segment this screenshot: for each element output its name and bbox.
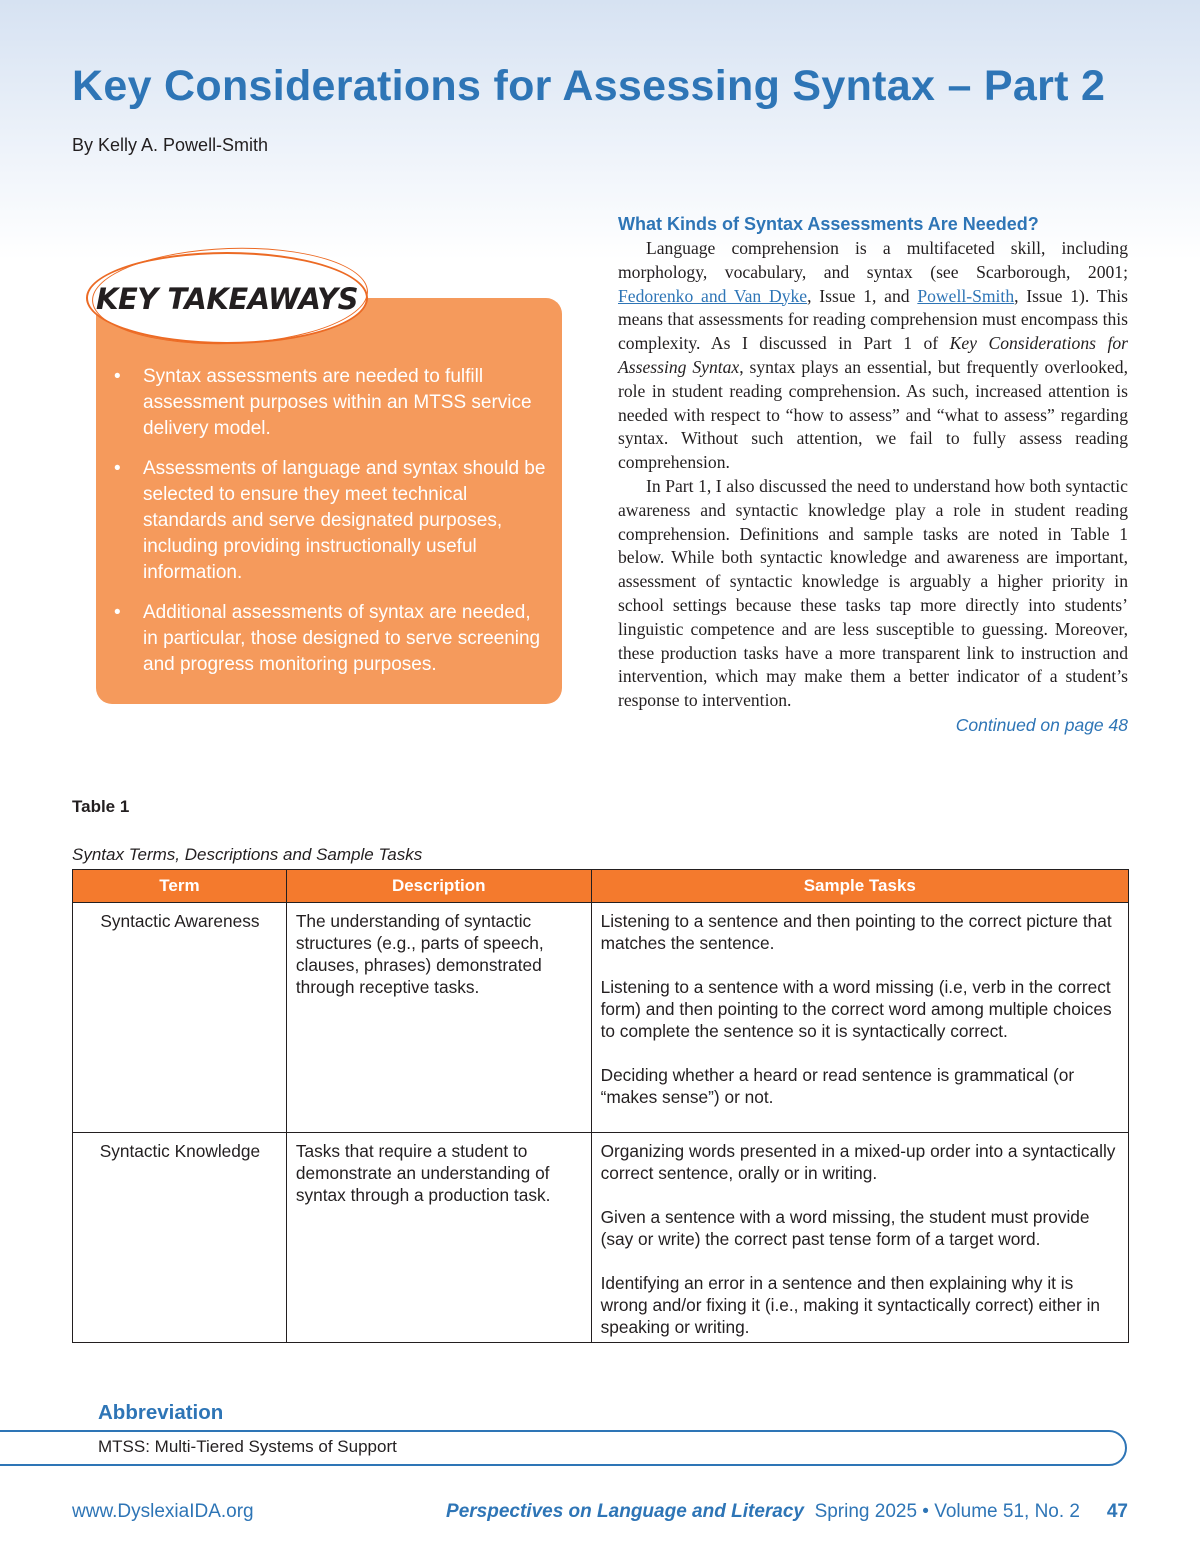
column-header-term: Term <box>73 870 287 903</box>
sample-task: Identifying an error in a sentence and then explaining why it is wrong and/or fixing it (i.e., making it syntactically correct) either in speaking or writing. <box>600 1273 1101 1337</box>
takeaway-text: Additional assessments of syntax are needed, in particular, those designed to serve screening and progress monitoring purposes. <box>143 602 541 675</box>
table-row <box>73 903 1129 1133</box>
journal-name: Perspectives on Language and Literacy <box>446 1501 804 1522</box>
section-heading: What Kinds of Syntax Assessments Are Needed? <box>618 214 1039 234</box>
italic-title: Key Considerations for Assessing Syntax <box>618 333 1129 377</box>
term-cell: Syntactic Awareness <box>73 903 287 1133</box>
sample-task: Deciding whether a heard or read sentence is grammatical (or “makes sense”) or not. <box>600 1065 1075 1107</box>
paragraph-text: , Issue 1). This means that assessments for reading comprehension must encompass this complexity. As I discussed in Part 1 of <box>618 285 1128 354</box>
takeaway-text: Assessments of language and syntax should be selected to ensure they meet technical standards and serve designated purposes, including providing instructionally useful information. <box>143 458 546 583</box>
paragraph-text: Language comprehension is a multifaceted skill, including morphology, vocabulary, and syntax (see Scarborough, 2001; <box>618 238 1128 282</box>
bullet-icon: • <box>114 366 121 387</box>
page-number: 47 <box>1106 1501 1128 1522</box>
paragraph-text: , syntax plays an essential, but frequently overlooked, role in student reading comprehension. As such, increased attention is needed with respect to “how to assess” and “what to assess” regarding syntax. Without such attention, we fail to fully assess reading comprehension. <box>618 356 1128 473</box>
takeaway-item <box>112 600 548 678</box>
page-title: Key Considerations for Assessing Syntax – Part 2 <box>72 62 1106 110</box>
bullet-icon: • <box>114 458 121 479</box>
sample-task: Given a sentence with a word missing, the student must provide (say or write) the correct past tense form of a target word. <box>600 1207 1090 1249</box>
byline: By Kelly A. Powell-Smith <box>72 135 269 155</box>
link-powell-smith[interactable]: Powell-Smith <box>917 285 1015 306</box>
paragraph-1 <box>618 237 1128 475</box>
key-takeaways-list <box>112 364 548 692</box>
abbreviation-heading: Abbreviation <box>98 1401 224 1424</box>
description-cell: The understanding of syntactic structures (e.g., parts of speech, clauses, phrases) demonstrated through receptive tasks. <box>286 903 591 1133</box>
bullet-icon: • <box>114 602 121 623</box>
footer-website-link[interactable]: www.DyslexiaIDA.org <box>72 1501 254 1522</box>
abbreviation-text: MTSS: Multi-Tiered Systems of Support <box>98 1437 397 1456</box>
column-header-description: Description <box>286 870 591 903</box>
table-header-row <box>73 870 1129 903</box>
footer-publication <box>446 1501 1080 1523</box>
term-cell: Syntactic Knowledge <box>73 1133 287 1343</box>
continued-note: Continued on page 48 <box>955 714 1128 735</box>
sample-task: Organizing words presented in a mixed-up order into a syntactically correct sentence, orally or in writing. <box>600 1141 1116 1183</box>
paragraph-text: , Issue 1, and <box>807 285 918 306</box>
takeaway-text: Syntax assessments are needed to fulfill assessment purposes within an MTSS service delivery model. <box>143 366 532 439</box>
key-takeaways-title: KEY TAKEAWAYS <box>96 282 358 316</box>
paragraph-2: In Part 1, I also discussed the need to understand how both syntactic awareness and syntactic knowledge play a role in student reading comprehension. Definitions and sample tasks are noted in Table 1 below. While both syntactic knowledge and awareness are important, assessment of syntactic knowledge is arguably a higher priority in school settings because these tasks tap more directly into students’ linguistic competence and are less susceptible to guessing. Moreover, these production tasks have a more transparent link to instruction and intervention, which may make them a better indicator of a student’s response to intervention. <box>618 475 1128 711</box>
takeaway-item <box>112 364 548 442</box>
sample-task: Listening to a sentence and then pointing to the correct picture that matches the sentence. <box>600 911 1112 953</box>
issue-info: Spring 2025 • Volume 51, No. 2 <box>814 1501 1080 1522</box>
table-label: Table 1 <box>72 797 130 816</box>
link-fedorenko-van-dyke[interactable]: Fedorenko and Van Dyke <box>618 285 808 306</box>
description-cell: Tasks that require a student to demonstrate an understanding of syntax through a production task. <box>286 1133 591 1343</box>
tasks-cell <box>591 1133 1128 1343</box>
article-column <box>618 213 1128 737</box>
table-caption: Syntax Terms, Descriptions and Sample Tasks <box>72 845 423 864</box>
tasks-cell <box>591 903 1128 1133</box>
column-header-sample-tasks: Sample Tasks <box>591 870 1128 903</box>
syntax-table <box>72 869 1129 1343</box>
takeaway-item <box>112 456 548 586</box>
table-row <box>73 1133 1129 1343</box>
sample-task: Listening to a sentence with a word missing (i.e, verb in the correct form) and then pointing to the correct word among multiple choices to complete the sentence so it is syntactically correct. <box>600 977 1112 1041</box>
